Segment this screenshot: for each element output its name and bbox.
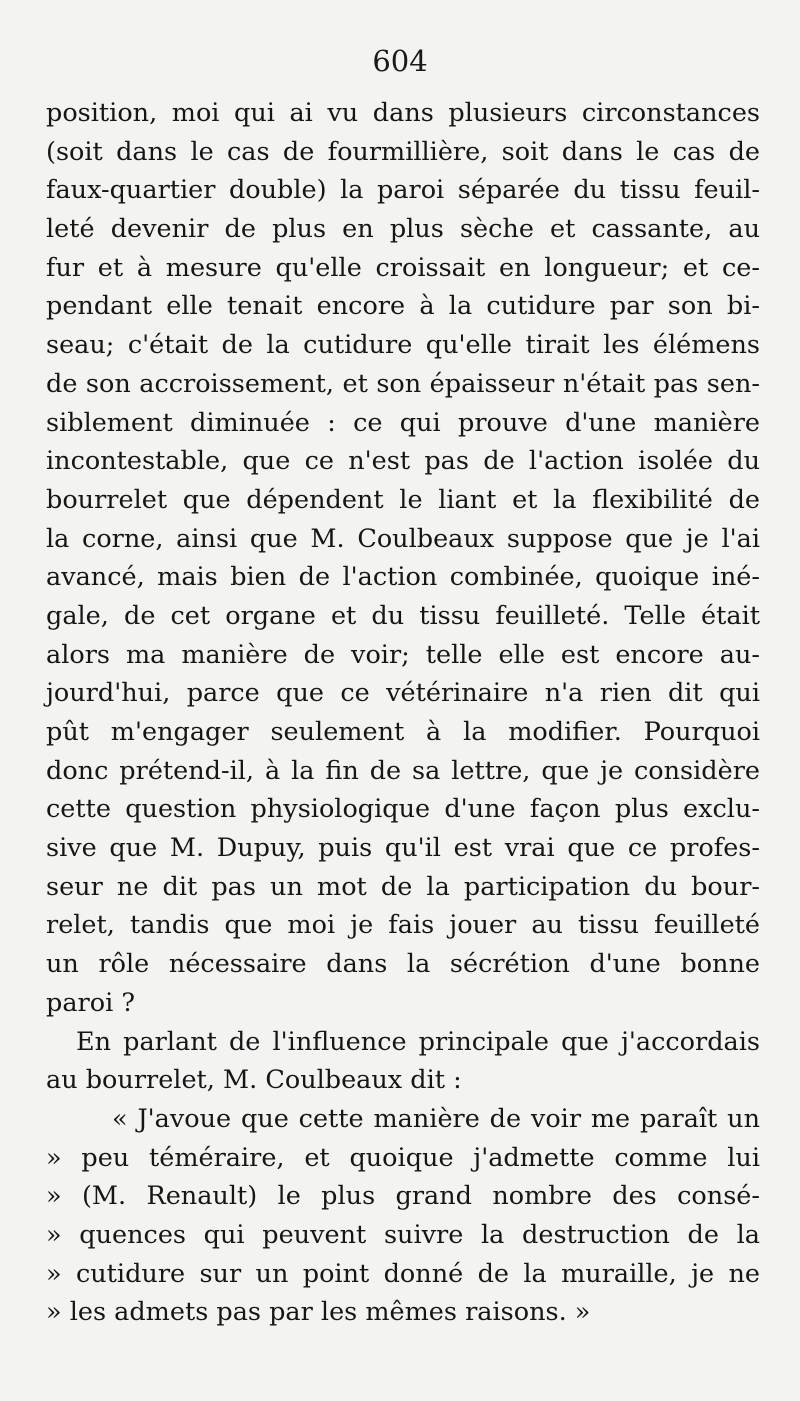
text-line: fur et à mesure qu'elle croissait en longueur; et ce- [46,252,760,283]
text-line: paroi ? [46,987,136,1018]
text-line: (soit dans le cas de fourmillière, soit dans le cas de [46,136,760,167]
text-line: gale, de cet organe et du tissu feuilleté. Telle était [46,600,760,631]
text-line: position, moi qui ai vu dans plusieurs circonstances [46,98,760,128]
text-line: au bourrelet, M. Coulbeaux dit : [46,1065,462,1096]
text-line: faux-quartier double) la paroi séparée du tissu feuil- [46,175,760,206]
text-line: bourrelet que dépendent le liant et la flexibilité de [46,484,760,515]
text-line: donc prétend-il, à la fin de sa lettre, que je considère [46,755,760,786]
text-line: jourd'hui, parce que ce vétérinaire n'a rien dit qui [46,678,760,709]
text-line: sive que M. Dupuy, puis qu'il est vrai que ce profes- [46,833,760,864]
text-line: seau; c'était de la cutidure qu'elle tirait les élémens [46,330,760,361]
body-text [46,94,760,1332]
text-line: » cutidure sur un point donné de la muraille, je ne [46,1258,760,1289]
text-line: alors ma manière de voir; telle elle est encore au- [46,639,760,670]
text-line: En parlant de l'influence principale que j'accordais [76,1026,760,1057]
text-line: » quences qui peuvent suivre la destruction de la [46,1219,760,1250]
text-line: un rôle nécessaire dans la sécrétion d'une bonne [46,949,760,980]
text-line: » peu téméraire, et quoique j'admette comme lui [46,1142,760,1173]
text-line: siblement diminuée : ce qui prouve d'une manière [46,407,760,438]
text-line: incontestable, que ce n'est pas de l'action isolée du [46,446,760,477]
text-line: de son accroissement, et son épaisseur n'était pas sen- [46,368,760,399]
text-line: pendant elle tenait encore à la cutidure par son bi- [46,291,760,322]
text-line: pût m'engager seulement à la modifier. Pourquoi [46,717,760,747]
text-line: » les admets pas par les mêmes raisons. » [46,1297,591,1328]
text-line: » (M. Renault) le plus grand nombre des consé- [46,1181,760,1212]
text-line: « J'avoue que cette manière de voir me paraît un [112,1103,760,1134]
text-line: relet, tandis que moi je fais jouer au tissu feuilleté [46,910,760,941]
text-line: cette question physiologique d'une façon plus exclu- [46,794,760,825]
text-line: la corne, ainsi que M. Coulbeaux suppose que je l'ai [46,523,760,554]
text-line: seur ne dit pas un mot de la participation du bour- [46,871,760,902]
text-line: avancé, mais bien de l'action combinée, quoique iné- [46,562,760,593]
page-number: 604 [372,44,428,78]
text-line: leté devenir de plus en plus sèche et cassante, au [46,214,760,245]
